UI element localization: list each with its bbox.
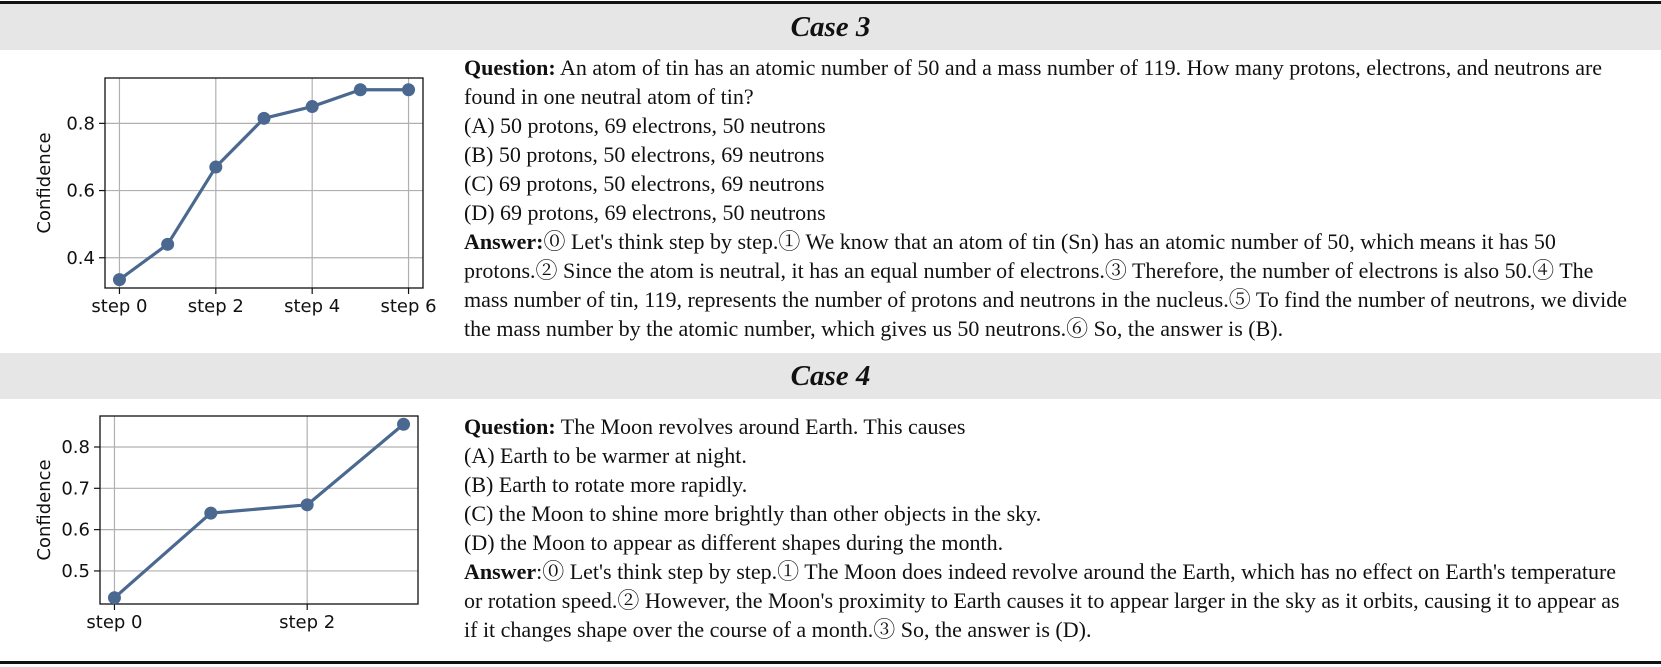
case-4-option-d: (D) the Moon to appear as different shapes during the month. (464, 530, 1004, 555)
x-tick-label: step 2 (187, 296, 244, 317)
y-tick-label: 0.8 (66, 113, 95, 135)
case-3-option-a: (A) 50 protons, 69 electrons, 50 neutrons (464, 113, 826, 138)
y-tick-label: 0.6 (66, 180, 95, 202)
x-tick-label: step 2 (279, 612, 336, 633)
data-point (354, 83, 367, 96)
data-point (108, 591, 121, 604)
question-label: Question: (464, 414, 556, 439)
data-point (301, 498, 314, 511)
answer-label: Answer: (464, 229, 544, 254)
bottom-rule (0, 661, 1661, 664)
case-3-option-b: (B) 50 protons, 50 electrons, 69 neutrons (464, 142, 825, 167)
data-point (204, 507, 217, 520)
data-point (397, 418, 410, 431)
x-tick-label: step 6 (380, 296, 437, 317)
y-axis-label: Confidence (34, 132, 55, 234)
question-label: Question: (464, 55, 556, 80)
case-4-text (464, 412, 1638, 644)
case-3-option-d: (D) 69 protons, 69 electrons, 50 neutrons (464, 200, 826, 225)
case-3-confidence-chart (20, 60, 450, 332)
data-point (161, 238, 174, 251)
case-3-answer: Answer:⓪ Let's think step by step.① We know that an atom of tin (Sn) has an atomic number of 50, which means it has 50 protons.② Since the atom is neutral, it has an equal number of electrons.③ Therefore, the number of electrons is also 50.④ The mass number of tin, 119, represents the number of protons and neutrons in the nucleus.⑤ To find the number of neutrons, we divide the mass number by the atomic number, which gives us 50 neutrons.⑥ So, the answer is (B). (464, 229, 1628, 341)
x-tick-label: step 0 (86, 612, 143, 633)
case-4-option-a: (A) Earth to be warmer at night. (464, 443, 747, 468)
case-3-text (464, 53, 1638, 343)
case-4-confidence-chart (20, 408, 450, 658)
x-tick-label: step 4 (284, 296, 341, 317)
data-point (402, 83, 415, 96)
y-tick-label: 0.4 (66, 247, 95, 269)
y-tick-label: 0.7 (61, 478, 90, 500)
case-4-option-b: (B) Earth to rotate more rapidly. (464, 472, 748, 497)
data-point (113, 273, 126, 286)
case-3-option-c: (C) 69 protons, 50 electrons, 69 neutrons (464, 171, 825, 196)
case-4-option-c: (C) the Moon to shine more brightly than other objects in the sky. (464, 501, 1042, 526)
answer-label: Answer (464, 559, 537, 584)
y-tick-label: 0.6 (61, 519, 90, 541)
y-axis-label: Confidence (34, 459, 55, 561)
data-point (209, 161, 222, 174)
x-tick-label: step 0 (91, 296, 148, 317)
case-4-answer: Answer:⓪ Let's think step by step.① The Moon does indeed revolve around the Earth, which has no effect on Earth's temperature or rotation speed.② However, the Moon's proximity to Earth causes it to appear larger in the sky as it orbits, causing it to appear as if it changes shape over the course of a month.③ So, the answer is (D). (464, 559, 1620, 642)
case-4-header: Case 4 (0, 353, 1661, 399)
y-tick-label: 0.8 (61, 436, 90, 458)
case-4-question: Question: The Moon revolves around Earth. This causes (464, 414, 966, 439)
case-3-question: Question: An atom of tin has an atomic number of 50 and a mass number of 119. How many protons, electrons, and neutrons are found in one neutral atom of tin? (464, 55, 1603, 109)
series-line (114, 424, 403, 598)
y-tick-label: 0.5 (61, 560, 90, 582)
data-point (258, 112, 271, 125)
case-3-header: Case 3 (0, 4, 1661, 50)
data-point (306, 100, 319, 113)
